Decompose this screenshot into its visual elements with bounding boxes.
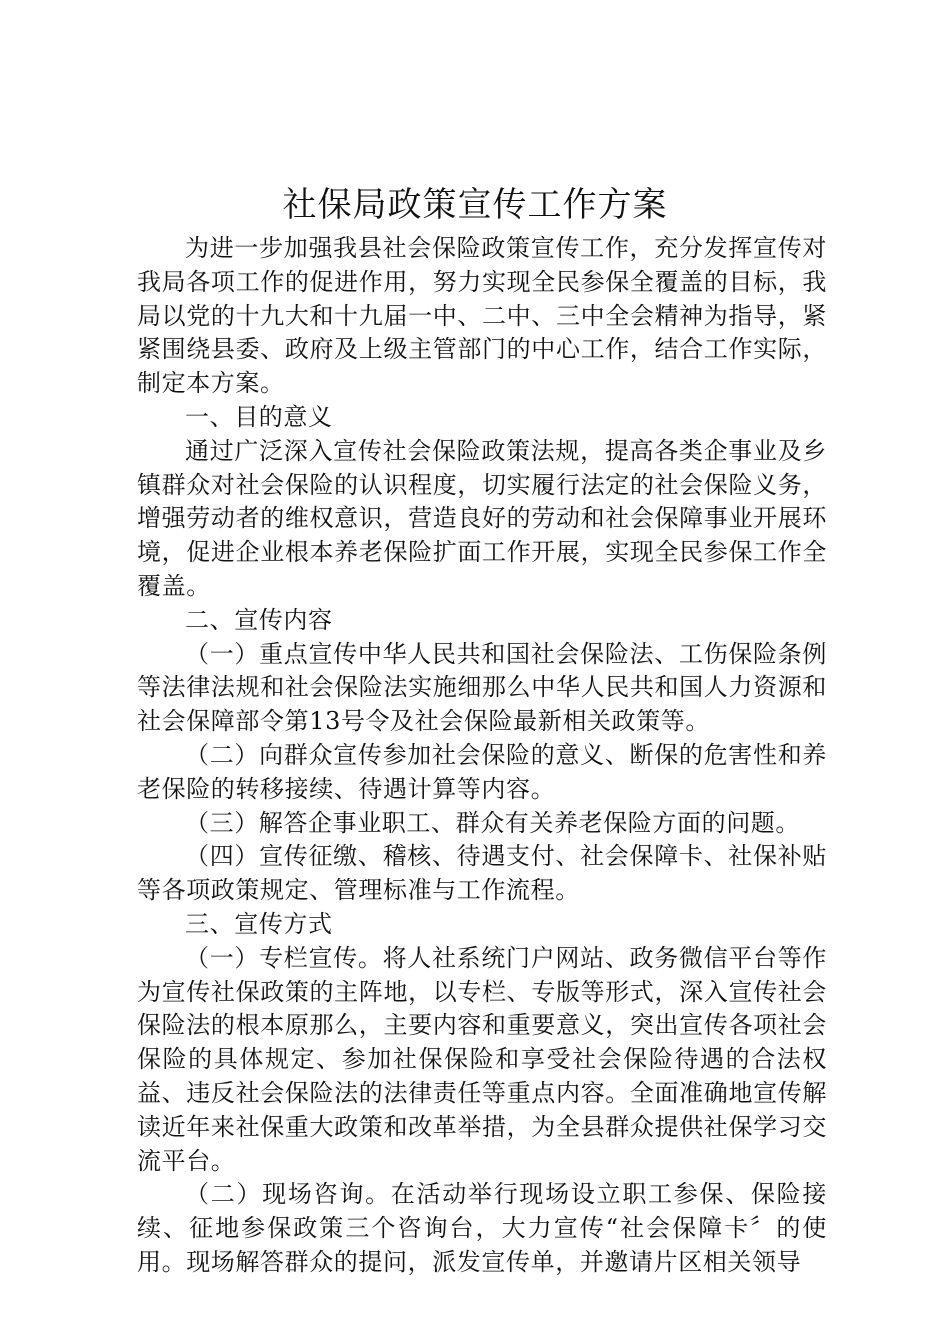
content-item-1: （一）重点宣传中华人民共和国社会保险法、工伤保险条例等法律法规和社会保险法实施细那么中华人民共和国人力资源和社会保障部令第13号令及社会保险最新相关政策等。 — [137, 639, 827, 736]
content-item-2: （二）向群众宣传参加社会保险的意义、断保的危害性和养老保险的转移接续、待遇计算等内容。 — [137, 740, 827, 803]
intro-paragraph: 为进一步加强我县社会保险政策宣传工作，充分发挥宣传对我局各项工作的促进作用，努力实现全民参保全覆盖的目标，我局以党的十九大和十九届一中、二中、三中全会精神为指导，紧紧围绕县委、政府及上级主管部门的中心工作，结合工作实际，制定本方案。 — [137, 234, 827, 398]
document-body — [137, 232, 827, 1280]
section-heading-content: 二、宣传内容 — [185, 605, 333, 634]
document-title: 社保局政策宣传工作方案 — [282, 185, 668, 225]
content-item-4: （四）宣传征缴、稽核、待遇支付、社会保障卡、社保补贴等各项政策规定、管理标准与工作流程。 — [137, 842, 827, 905]
section-heading-purpose: 一、目的意义 — [185, 402, 333, 431]
section-heading-methods: 三、宣传方式 — [185, 909, 333, 938]
method-item-1: （一）专栏宣传。将人社系统门户网站、政务微信平台等作为宣传社保政策的主阵地，以专栏、专版等形式，深入宣传社会保险法的根本原那么，主要内容和重要意义，突出宣传各项社会保险的具体规定、参加社保保险和享受社会保险待遇的合法权益、违反社会保险法的法律责任等重点内容。全面准确地宣传解读近年来社保重大政策和改革举措，为全县群众提供社保学习交流平台。 — [137, 943, 827, 1175]
content-item-3: （三）解答企事业职工、群众有关养老保险方面的问题。 — [185, 808, 800, 837]
method-item-2: （二）现场咨询。在活动举行现场设立职工参保、保险接续、征地参保政策三个咨询台，大力宣传“社会保障卡〞的使用。现场解答群众的提问，派发宣传单，并邀请片区相关领导 — [137, 1180, 827, 1276]
purpose-paragraph: 通过广泛深入宣传社会保险政策法规，提高各类企事业及乡镇群众对社会保险的认识程度，切实履行法定的社会保险义务，增强劳动者的维权意识，营造良好的劳动和社会保障事业开展环境，促进企业根本养老保险扩面工作开展，实现全民参保工作全覆盖。 — [137, 436, 827, 600]
